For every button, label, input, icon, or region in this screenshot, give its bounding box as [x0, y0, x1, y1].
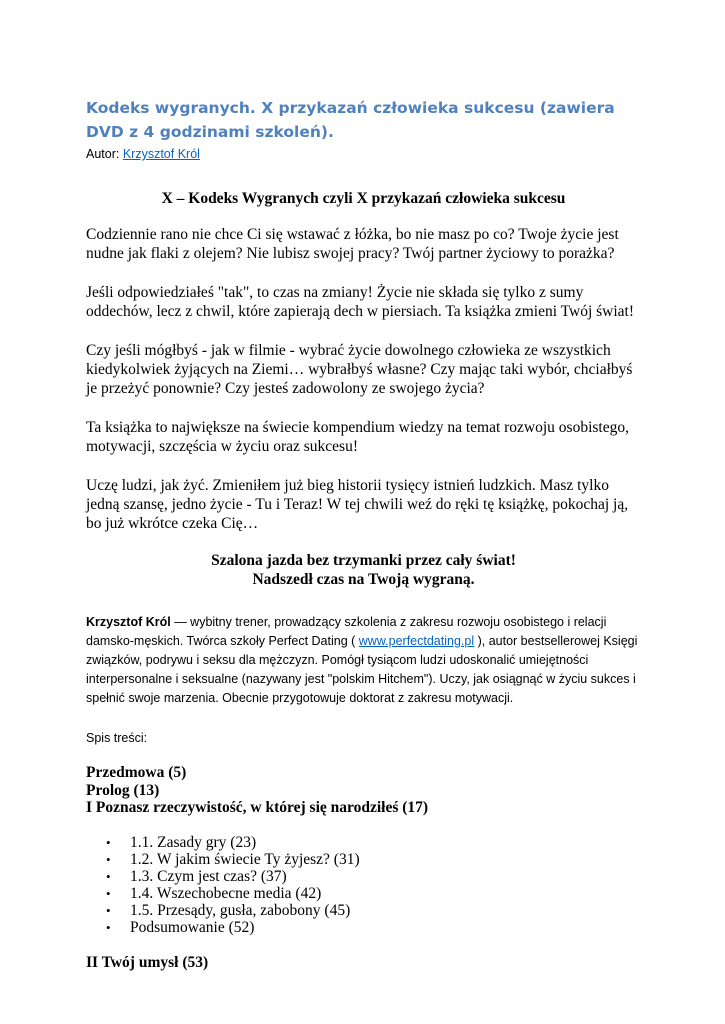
toc-subchapter-label: 1.5. Przesądy, gusła, zabobony (45): [130, 901, 351, 919]
bullet-icon: •: [106, 902, 111, 918]
slogan-line-2: Nadszedł czas na Twoją wygraną.: [252, 571, 475, 588]
paragraph-4: Ta książka to największe na świecie kompendium wiedzy na temat rozwoju osobistego, motywacji, szczęścia w życiu oraz sukcesu!: [86, 419, 629, 455]
author-label: Autor:: [86, 147, 123, 161]
toc-subchapter-label: 1.4. Wszechobecne media (42): [130, 884, 322, 902]
bullet-icon: •: [106, 851, 111, 867]
bio-text-2: ), autor bestsellerowej Księgi związków, podrywu i seksu dla mężczyzn. Pomógł tysiącom ludzi udoskonalić umiejętności interpersonalne i seksualne (nazywany jest "polskim Hitchem"). Uczy, jak osiągnąć w życiu sukces i spełnić swoje marzenia. Obecnie przygotowuje doktorat z zakresu motywacji.: [86, 634, 638, 705]
document-title: Kodeks wygranych. X przykazań człowieka sukcesu (zawiera DVD z 4 godzinami szkoleń).: [86, 99, 615, 141]
toc-subchapter-label: 1.3. Czym jest czas? (37): [130, 867, 287, 885]
paragraph-3: Czy jeśli mógłbyś - jak w filmie - wybrać życie dowolnego człowieka ze wszystkich kiedykolwiek żyjących na Ziemi… wybrałbyś własne? Czy mając taki wybór, chciałbyś je przeżyć ponownie? Czy jesteś zadowolony ze swojego życia?: [86, 342, 633, 397]
toc-subchapter-label: Podsumowanie (52): [130, 918, 255, 936]
bullet-icon: •: [106, 919, 111, 935]
document-page: [86, 96, 641, 971]
section-heading: X – Kodeks Wygranych czyli X przykazań człowieka sukcesu: [161, 190, 566, 207]
toc-subchapter: [86, 885, 641, 902]
toc-subchapter: [86, 902, 641, 919]
toc-chapter: II Twój umysł (53): [86, 953, 209, 971]
toc-subchapter-label: 1.2. W jakim świecie Ty żyjesz? (31): [130, 850, 360, 868]
toc-subchapter: [86, 851, 641, 868]
paragraph-5: Uczę ludzi, jak żyć. Zmieniłem już bieg historii tysięcy istnień ludzkich. Masz tylko jedną szansę, jedno życie - Tu i Teraz! W tej chwili weź do ręki tę książkę, pokochaj ją, bo już wkrótce czeka Cię…: [86, 477, 629, 532]
toc-chapter: Przedmowa (5): [86, 764, 187, 781]
author-line: [86, 146, 641, 162]
toc-subchapter-list: [86, 834, 641, 936]
bio-text-1: — wybitny trener, prowadzący szkolenia z zakresu rozwoju osobistego i relacji damsko-męskich. Twórca szkoły Perfect Dating (: [86, 615, 607, 648]
toc-chapters: [86, 764, 641, 817]
toc-subchapter: [86, 919, 641, 936]
toc-subchapter: [86, 868, 641, 885]
toc-label: Spis treści:: [86, 731, 148, 745]
author-bio: [86, 613, 641, 708]
paragraph-1: Codziennie rano nie chce Ci się wstawać z łóżka, bo nie masz po co? Twoje życie jest nudne jak flaki z olejem? Nie lubisz swojej pracy? Twój partner życiowy to porażka?: [86, 226, 619, 262]
author-link[interactable]: Krzysztof Król: [122, 147, 200, 161]
toc-chapter: Prolog (13): [86, 781, 160, 799]
toc-chapter: I Poznasz rzeczywistość, w której się narodziłeś (17): [86, 799, 429, 816]
slogan-line-1: Szalona jazda bez trzymanki przez cały świat!: [211, 552, 516, 569]
toc-subchapter: [86, 834, 641, 851]
paragraph-2: Jeśli odpowiedziałeś "tak", to czas na zmiany! Życie nie składa się tylko z sumy oddechów, lecz z chwil, które zapierają dech w piersiach. Ta książka zmieni Twój świat!: [86, 284, 635, 320]
bio-author-name: Krzysztof Król: [86, 615, 171, 629]
bullet-icon: •: [106, 868, 111, 884]
bullet-icon: •: [106, 885, 111, 901]
toc-subchapter-label: 1.1. Zasady gry (23): [130, 833, 257, 851]
bio-website-link[interactable]: www.perfectdating.pl: [358, 634, 475, 648]
bullet-icon: •: [106, 834, 111, 850]
slogan: [86, 551, 641, 589]
